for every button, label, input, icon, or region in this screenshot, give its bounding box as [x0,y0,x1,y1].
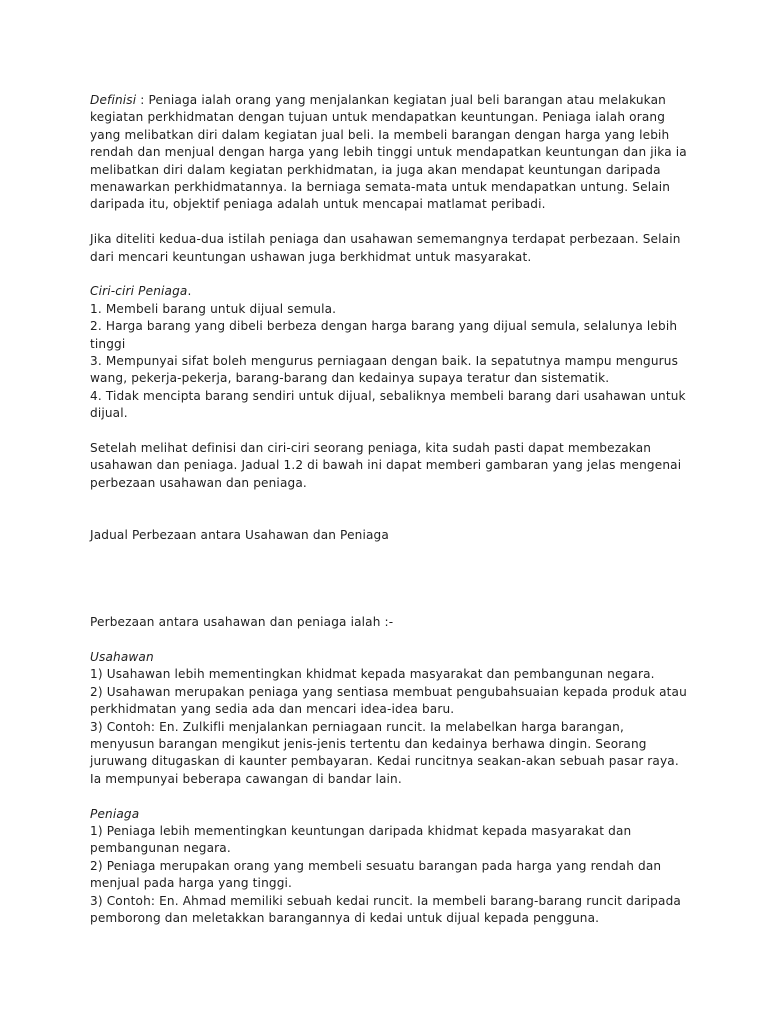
spacer [90,788,690,805]
ciri-item-2: 2. Harga barang yang dibeli berbeza dengan harga barang yang dijual semula, selalunya lebih tinggi [90,319,678,351]
usahawan-item-1: 1) Usahawan lebih mementingkan khidmat kepada masyarakat dan pembangunan negara. [90,667,655,682]
ciri-item-1: 1. Membeli barang untuk dijual semula. [90,301,337,316]
peniaga-item-1: 1) Peniaga lebih mementingkan keuntungan daripada khidmat kepada masyarakat dan pembangunan negara. [90,823,632,856]
usahawan-item-3: 3) Contoh: En. Zulkifli menjalankan perniagaan runcit. Ia melabelkan harga barangan, menyusun barangan mengikut jenis-jenis tertentu dan kedainya berhawa dingin. Seorang juruwang ditugaskan di kaunter pembayaran. Kedai runcitnya seakan-akan sebuah pasar raya. Ia mempunyai beberapa cawangan di bandar lain. [90,719,679,786]
ciri-heading-text: Ciri-ciri Peniaga [90,284,188,299]
document-body [90,92,690,927]
compare-intro: Perbezaan antara usahawan dan peniaga ialah :- [90,615,394,630]
table-placeholder [90,545,690,597]
spacer [90,597,690,614]
peniaga-item-2: 2) Peniaga merupakan orang yang membeli sesuatu barangan pada harga yang rendah dan menjual pada harga yang tinggi. [90,858,662,891]
ciri-item-4: 4. Tidak mencipta barang sendiri untuk dijual, sebaliknya membeli barang dari usahawan untuk dijual. [90,388,686,421]
definition-paragraph [90,92,690,214]
table-title: Jadual Perbezaan antara Usahawan dan Peniaga [90,528,389,543]
spacer [90,631,690,648]
spacer [90,423,690,440]
spacer [90,492,690,527]
difference-paragraph: Jika diteliti kedua-dua istilah peniaga dan usahawan sememangnya terdapat perbezaan. Selain dari mencari keuntungan ushawan juga berkhidmat untuk masyarakat. [90,232,681,264]
ciri-heading-suffix: . [187,284,192,299]
ciri-item-3: 3. Mempunyai sifat boleh mengurus perniagaan dengan baik. Ia sepatutnya mampu mengurus wang, pekerja-pekerja, barang-barang dan kedainya supaya teratur dan sistematik. [90,354,679,386]
spacer [90,266,690,283]
usahawan-item-2: 2) Usahawan merupakan peniaga yang sentiasa membuat pengubahsuaian kepada produk atau perkhidmatan yang sedia ada dan mencari idea-idea baru. [90,684,687,717]
after-paragraph: Setelah melihat definisi dan ciri-ciri seorang peniaga, kita sudah pasti dapat membezakan usahawan dan peniaga. Jadual 1.2 di bawah ini dapat memberi gambaran yang jelas mengenai perbezaan usahawan dan peniaga. [90,441,682,490]
usahawan-heading: Usahawan [90,649,154,664]
definition-term: Definisi [90,93,137,107]
peniaga-item-3: 3) Contoh: En. Ahmad memiliki sebuah kedai runcit. Ia membeli barang-barang runcit daripada pemborong dan meletakkan barangannya di kedai untuk dijual kepada pengguna. [90,893,681,925]
definition-text: : Peniaga ialah orang yang menjalankan kegiatan jual beli barangan atau melakukan kegiatan perkhidmatan dengan tujuan untuk mendapatkan keuntungan. Peniaga ialah orang yang melibatkan diri dalam kegiatan jual beli. Ia membeli barangan dengan harga yang lebih rendah dan menjual dengan harga yang lebih tinggi untuk mendapatkan keuntungan dan jika ia melibatkan diri dalam kegiatan perkhidmatan, ia juga akan mendapat keuntungan daripada menawarkan perkhidmatannya. Ia berniaga semata-mata untuk mendapatkan untung. Selain daripada itu, objektif peniaga adalah untuk mencapai matlamat peribadi. [90,93,687,212]
spacer [90,214,690,231]
ciri-heading [90,283,690,300]
peniaga-heading: Peniaga [90,806,140,821]
